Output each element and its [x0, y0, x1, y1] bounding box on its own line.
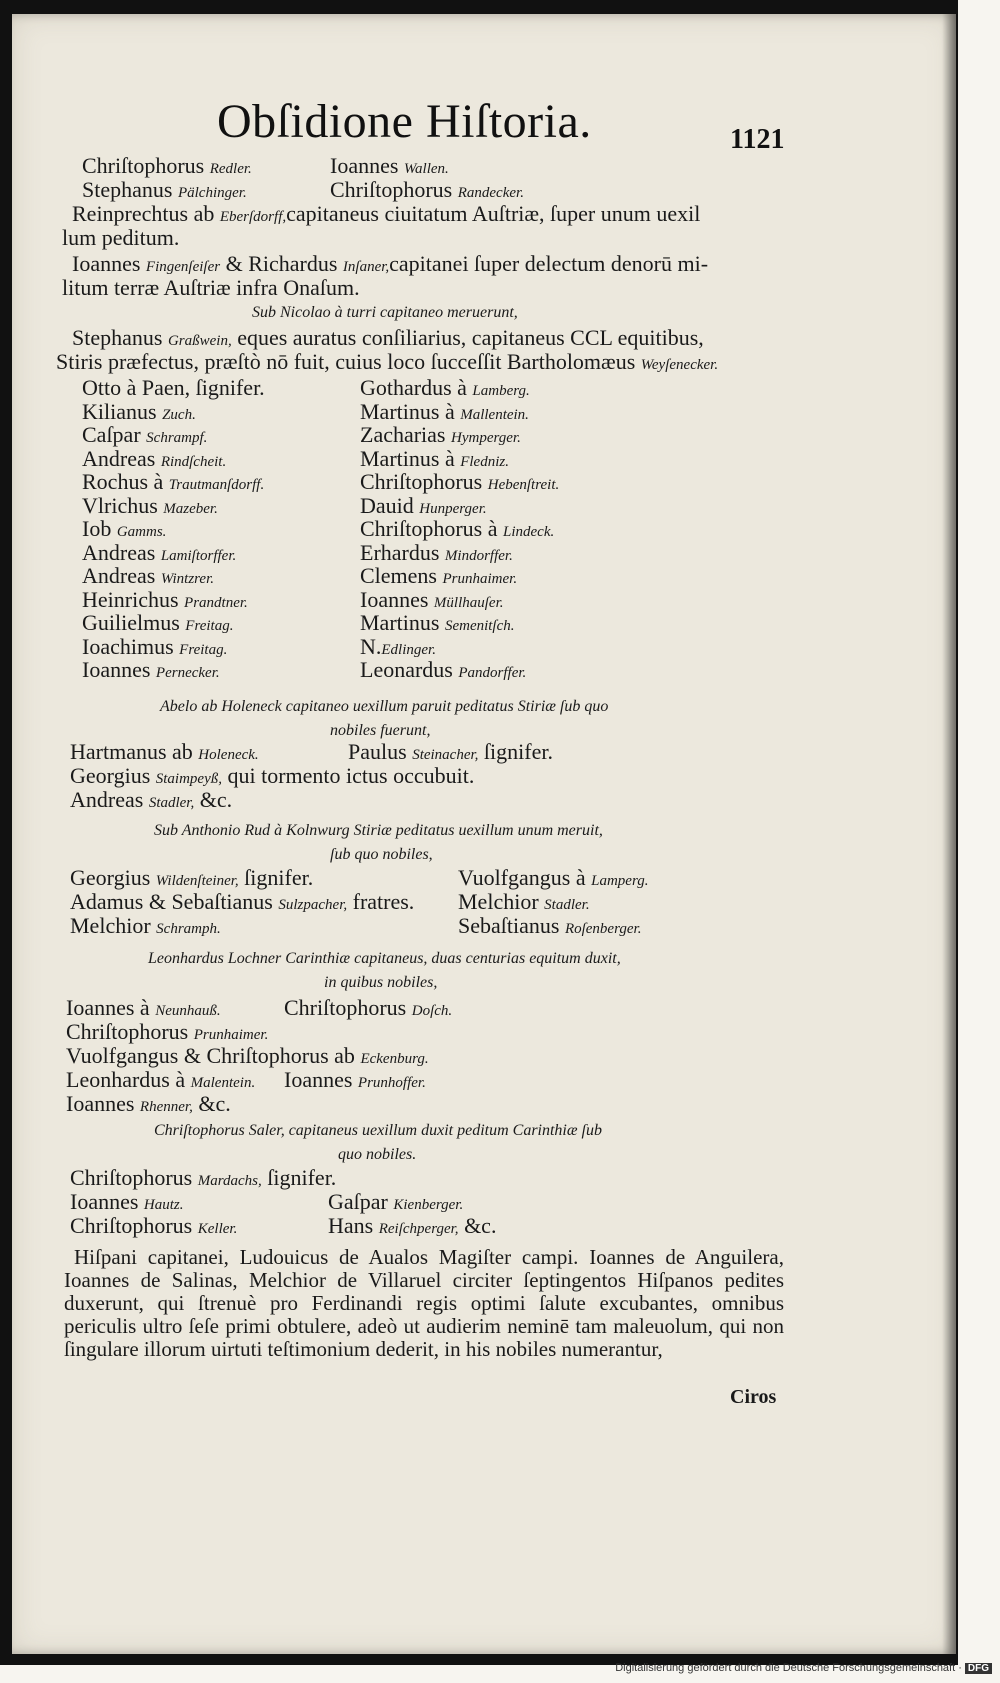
name-entry: Kilianus Zuch.	[82, 398, 196, 424]
name-entry: Heinrichus Prandtner.	[82, 586, 248, 612]
name-entry: Hartmanus ab Holeneck.	[70, 739, 259, 764]
name-entry: Sebaſtianus Roſenberger.	[458, 913, 642, 938]
name-entry: Stephanus Pälchinger.	[82, 177, 247, 202]
name-entry: Georgius Staimpeyß, qui tormento ictus occubuit.	[70, 763, 475, 788]
name-entry: Iob Gamms.	[82, 516, 167, 541]
name-entry: Hans Reiſchperger, &c.	[328, 1213, 497, 1238]
paragraph-line: Ioannes Fingenſeiſer & Richardus Inſaner,capitanei ſuper delectum denorū mi-	[72, 251, 709, 276]
name-entry: Leonhardus à Malentein.	[66, 1067, 256, 1092]
dfg-footer: Digitalisierung gefördert durch die Deutsche Forschungsgemeinschaft · DFG	[615, 1662, 992, 1674]
name-entry: Ioannes Müllhauſer.	[360, 586, 504, 612]
name-entry: Georgius Wildenſteiner, ſignifer.	[70, 865, 314, 890]
name-entry: Vlrichus Mazeber.	[82, 492, 218, 518]
section-heading: Sub Anthonio Rud à Kolnwurg Stiriæ peditatus uexillum unum meruit,	[154, 822, 603, 839]
name-entry: Ioannes Rhenner, &c.	[66, 1091, 231, 1116]
name-entry: Caſpar Schrampf.	[82, 422, 208, 447]
name-entry: Ioannes Prunhoffer.	[284, 1067, 426, 1092]
name-entry: Ioannes Wallen.	[330, 153, 449, 178]
section-heading: Chriſtophorus Saler, capitaneus uexillum duxit peditum Carinthiæ ſub	[154, 1122, 602, 1139]
name-entry: Andreas Stadler, &c.	[70, 787, 233, 812]
section-heading: ſub quo nobiles,	[330, 846, 433, 863]
name-entry: Ioannes Pernecker.	[82, 657, 220, 682]
name-entry: Chriſtophorus Doſch.	[284, 995, 453, 1020]
name-entry: N.Edlinger.	[360, 633, 436, 659]
paragraph-line: lum peditum.	[62, 225, 180, 250]
page-number: 1121	[730, 124, 785, 155]
running-title: Obſidione Hiſtoria.	[217, 95, 592, 148]
name-entry: Chriſtophorus Keller.	[70, 1213, 238, 1238]
name-entry: Chriſtophorus Randecker.	[330, 177, 524, 202]
section-heading: quo nobiles.	[338, 1146, 417, 1163]
name-entry: Vuolfgangus & Chriſtophorus ab Eckenburg.	[66, 1043, 429, 1068]
name-entry: Ioannes Hautz.	[70, 1189, 184, 1214]
name-entry: Otto à Paen, ſignifer.	[82, 375, 265, 400]
name-entry: Melchior Schramph.	[70, 913, 221, 938]
name-entry: Chriſtophorus Hebenſtreit.	[360, 469, 560, 494]
dfg-logo: DFG	[965, 1663, 992, 1674]
section-heading: Sub Nicolao à turri capitaneo meruerunt,	[252, 304, 518, 321]
name-entry: Melchior Stadler.	[458, 889, 590, 914]
section-heading: Abelo ab Holeneck capitaneo uexillum paruit peditatus Stiriæ ſub quo	[160, 698, 609, 715]
name-entry: Martinus à Fledniz.	[360, 445, 509, 471]
section-heading: Leonhardus Lochner Carinthiæ capitaneus, duas centurias equitum duxit,	[148, 950, 621, 967]
name-entry: Guilielmus Freitag.	[82, 610, 234, 635]
final-paragraph: Hiſpani capitanei, Ludouicus de Aualos Magiſter campi. Ioannes de Anguilera, Ioannes de Salinas, Melchior de Villaruel circiter ſeptingentos Hiſpanos pedites duxerunt, qui ſtrenuè pro Ferdinandi regis optimi ſalute excubantes, omnibus periculis ultro ſeſe primi obtulere, adeò ut audierim neminē tam maleuolum, qui non ſingulare illorum uirtuti teſtimonium dederit, in his nobiles numerantur,	[64, 1245, 784, 1361]
paragraph-line: litum terræ Auſtriæ infra Onaſum.	[62, 275, 360, 300]
name-entry: Leonardus Pandorffer.	[360, 657, 527, 682]
section-heading: in quibus nobiles,	[324, 974, 438, 991]
name-entry: Andreas Lamiſtorffer.	[82, 539, 237, 565]
name-entry: Rochus à Trautmanſdorff.	[82, 469, 265, 494]
name-entry: Chriſtophorus à Lindeck.	[360, 516, 555, 541]
name-entry: Chriſtophorus Redler.	[82, 153, 252, 178]
name-entry: Ioannes à Neunhauß.	[66, 995, 221, 1020]
name-entry: Adamus & Sebaſtianus Sulzpacher, fratres.	[70, 889, 415, 914]
name-entry: Martinus à Mallentein.	[360, 398, 529, 424]
section-heading: nobiles fuerunt,	[330, 722, 431, 739]
paragraph-line: Stiris præfectus, præſtò nō fuit, cuius loco ſucceſſit Bartholomæus Weyſenecker.	[56, 349, 719, 374]
name-entry: Paulus Steinacher, ſignifer.	[348, 739, 553, 764]
name-entry: Andreas Rindſcheit.	[82, 445, 227, 471]
catchword: Ciros	[730, 1386, 777, 1408]
name-entry: Martinus Semenitſch.	[360, 610, 515, 635]
name-entry: Ioachimus Freitag.	[82, 633, 228, 659]
name-entry: Chriſtophorus Prunhaimer.	[66, 1019, 269, 1044]
name-entry: Erhardus Mindorffer.	[360, 539, 513, 565]
name-entry: Gaſpar Kienberger.	[328, 1189, 464, 1214]
name-entry: Chriſtophorus Mardachs, ſignifer.	[70, 1165, 337, 1190]
name-entry: Zacharias Hymperger.	[360, 422, 521, 447]
name-entry: Gothardus à Lamberg.	[360, 375, 530, 400]
name-entry: Andreas Wintzrer.	[82, 563, 215, 588]
book-page	[12, 14, 956, 1654]
name-entry: Vuolfgangus à Lamperg.	[458, 865, 649, 890]
name-entry: Clemens Prunhaimer.	[360, 563, 518, 588]
name-entry: Dauid Hunperger.	[360, 492, 487, 518]
paragraph-line: Stephanus Graßwein, eques auratus conſiliarius, capitaneus CCL equitibus,	[72, 325, 704, 350]
paragraph-line: Reinprechtus ab Eberſdorff,capitaneus ciuitatum Auſtriæ, ſuper unum uexil	[72, 201, 701, 226]
